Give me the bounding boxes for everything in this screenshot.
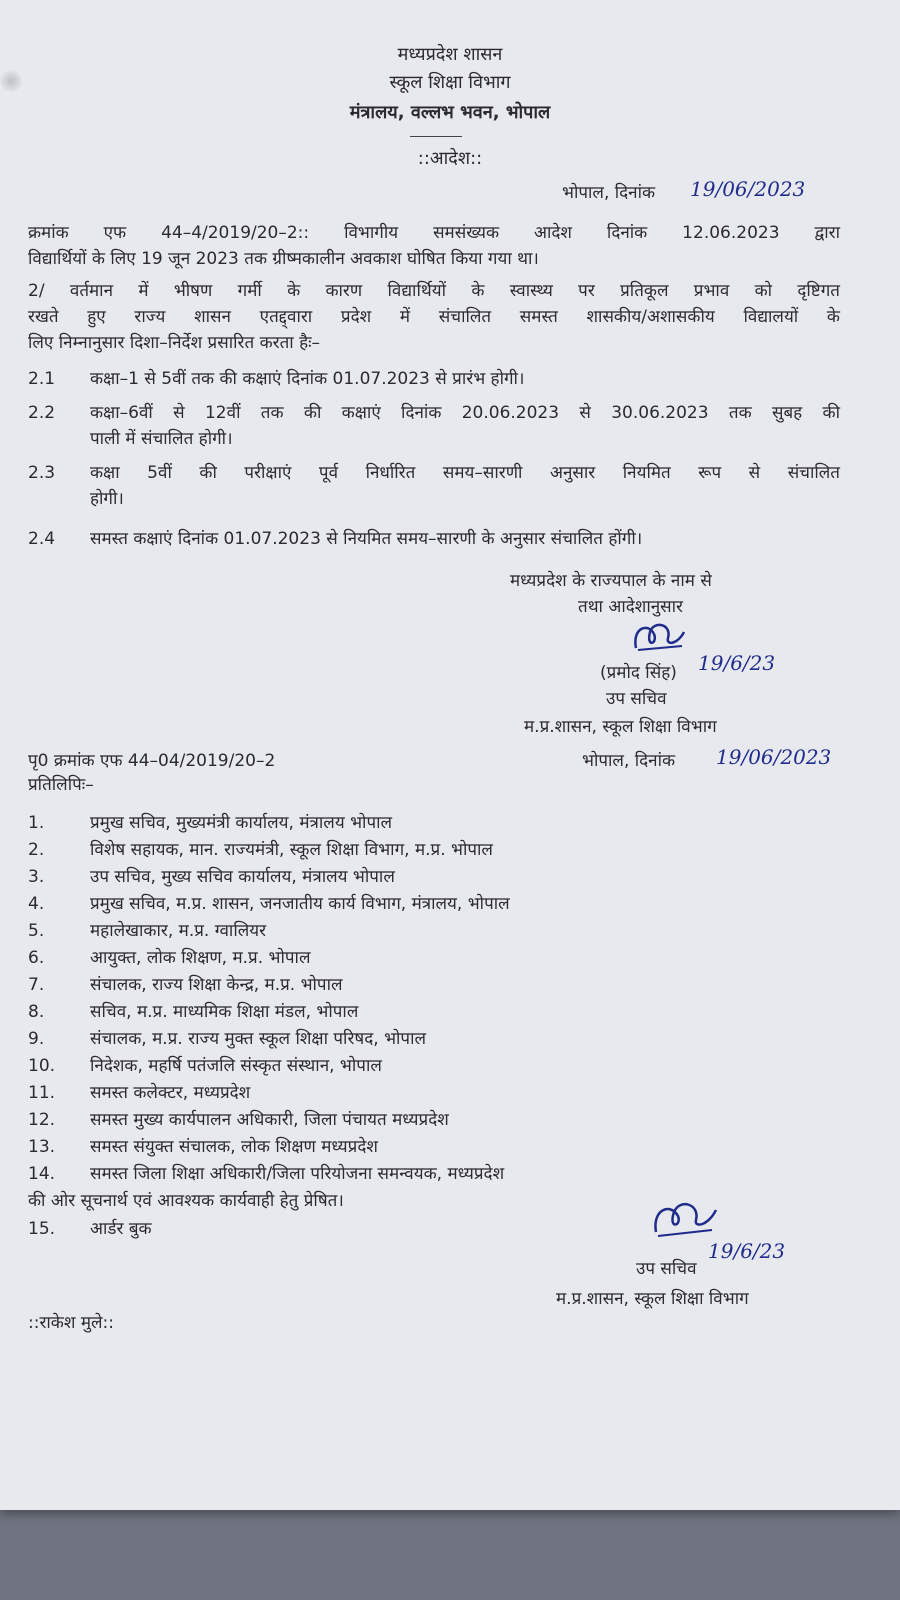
point-number: 2.3 xyxy=(28,463,56,483)
copy-recipient: निदेशक, महर्षि पतंजलि संस्कृत संस्थान, भोपाल xyxy=(90,1056,382,1076)
header-address: मंत्रालय, वल्लभ भवन, भोपाल xyxy=(349,102,551,123)
copy-number: 5. xyxy=(28,921,45,941)
endorsement-ref: पृ0 क्रमांक एफ 44–04/2019/20–2 xyxy=(28,751,276,771)
copy-recipient: समस्त जिला शिक्षा अधिकारी/जिला परियोजना समन्वयक, मध्यप्रदेश xyxy=(90,1164,505,1184)
signature-scribble xyxy=(628,618,688,660)
copy-number: 4. xyxy=(28,894,45,914)
copy-number: 14. xyxy=(28,1164,56,1184)
signatory-designation: उप सचिव xyxy=(606,689,667,709)
point-number: 2.1 xyxy=(28,369,56,389)
copy-number: 12. xyxy=(28,1110,56,1130)
governor-authority: मध्यप्रदेश के राज्यपाल के नाम से xyxy=(510,571,712,591)
point-text-cont: होगी। xyxy=(90,489,124,509)
point-number: 2.2 xyxy=(28,403,56,423)
copy-number: 11. xyxy=(28,1083,56,1103)
order-authority: तथा आदेशानुसार xyxy=(578,597,684,617)
copy-number: 2. xyxy=(28,840,45,860)
point-text: कक्षा–6वीं से 12वीं तक की कक्षाएं दिनांक 20.06.2023 से 30.06.2023 तक सुबह की xyxy=(90,403,840,423)
copy-number: 15. xyxy=(28,1219,56,1239)
copy-number: 10. xyxy=(28,1056,56,1076)
endorsement-hand-date: 19/06/2023 xyxy=(716,745,832,769)
copy-number: 1. xyxy=(28,813,45,833)
point-number: 2.4 xyxy=(28,529,56,549)
endorsement-date-label: भोपाल, दिनांक xyxy=(582,751,676,771)
copy-label: प्रतिलिपिः– xyxy=(28,775,94,795)
header-govt: मध्यप्रदेश शासन xyxy=(397,44,503,65)
point-text: कक्षा–1 से 5वीं तक की कक्षाएं दिनांक 01.07.2023 से प्रारंभ होगी। xyxy=(90,369,525,389)
signatory-department: म.प्र.शासन, स्कूल शिक्षा विभाग xyxy=(556,1289,749,1309)
copy-recipient: समस्त संयुक्त संचालक, लोक शिक्षण मध्यप्रदेश xyxy=(90,1137,378,1157)
signatory-designation: उप सचिव xyxy=(636,1259,697,1279)
copy-recipient: प्रमुख सचिव, म.प्र. शासन, जनजातीय कार्य विभाग, मंत्रालय, भोपाल xyxy=(90,894,510,914)
signatory-department: म.प्र.शासन, स्कूल शिक्षा विभाग xyxy=(524,717,717,737)
copy-recipient: महालेखाकार, म.प्र. ग्वालियर xyxy=(90,921,267,941)
copy-recipient: प्रमुख सचिव, मुख्यमंत्री कार्यालय, मंत्रालय भोपाल xyxy=(90,813,393,833)
para2-line-1: 2/ वर्तमान में भीषण गर्मी के कारण विद्यार्थियों के स्वास्थ्य पर प्रतिकूल प्रभाव को दृष्टिगत xyxy=(28,281,840,301)
point-text: कक्षा 5वीं की परीक्षाएं पूर्व निर्धारित समय–सारणी अनुसार नियमित रूप से संचालित xyxy=(90,463,840,483)
copy-recipient: समस्त मुख्य कार्यपालन अधिकारी, जिला पंचायत मध्यप्रदेश xyxy=(90,1110,449,1130)
copy-recipient: आयुक्त, लोक शिक्षण, म.प्र. भोपाल xyxy=(90,948,311,968)
copy-number: 13. xyxy=(28,1137,56,1157)
point-text: समस्त कक्षाएं दिनांक 01.07.2023 से नियमित समय–सारणी के अनुसार संचालित होंगी। xyxy=(90,529,643,549)
copy-number: 7. xyxy=(28,975,45,995)
para2-line-3: लिए निम्नानुसार दिशा–निर्देश प्रसारित करता हैः– xyxy=(28,333,321,353)
copy-recipient: आर्डर बुक xyxy=(90,1219,152,1239)
copy-number: 6. xyxy=(28,948,45,968)
reference-line-2: विद्यार्थियों के लिए 19 जून 2023 तक ग्रीष्मकालीन अवकाश घोषित किया गया था। xyxy=(28,249,539,269)
signatory-name: (प्रमोद सिंह) xyxy=(600,663,677,683)
signature-date: 19/6/23 xyxy=(708,1239,786,1263)
copy-recipient: उप सचिव, मुख्य सचिव कार्यालय, मंत्रालय भोपाल xyxy=(90,867,395,887)
copy-number: 3. xyxy=(28,867,45,887)
typist-initials: ::राकेश मुले:: xyxy=(28,1313,114,1333)
date-label: भोपाल, दिनांक xyxy=(562,183,656,203)
copy-number: 9. xyxy=(28,1029,45,1049)
handwritten-date: 19/06/2023 xyxy=(690,177,806,201)
order-title: ::आदेश:: xyxy=(417,148,483,169)
copy-recipient: संचालक, म.प्र. राज्य मुक्त स्कूल शिक्षा परिषद, भोपाल xyxy=(90,1029,427,1049)
header-department: स्कूल शिक्षा विभाग xyxy=(389,72,511,93)
copy-number: 8. xyxy=(28,1002,45,1022)
copy-recipient: सचिव, म.प्र. माध्यमिक शिक्षा मंडल, भोपाल xyxy=(90,1002,359,1022)
signature-date: 19/6/23 xyxy=(698,651,776,675)
forward-note: की ओर सूचनार्थ एवं आवश्यक कार्यवाही हेतु प्रेषित। xyxy=(28,1191,344,1211)
para2-line-2: रखते हुए राज्य शासन एतद्द्वारा प्रदेश में संचालित समस्त शासकीय/अशासकीय विद्यालयों के xyxy=(28,307,840,327)
copy-recipient: विशेष सहायक, मान. राज्यमंत्री, स्कूल शिक्षा विभाग, म.प्र. भोपाल xyxy=(90,840,493,860)
copy-recipient: समस्त कलेक्टर, मध्यप्रदेश xyxy=(90,1083,251,1103)
point-text-cont: पाली में संचालित होगी। xyxy=(90,429,233,449)
header-divider xyxy=(410,136,462,137)
reference-line-1: क्रमांक एफ 44–4/2019/20–2:: विभागीय समसंख्यक आदेश दिनांक 12.06.2023 द्वारा xyxy=(28,223,840,243)
copy-recipient: संचालक, राज्य शिक्षा केन्द्र, म.प्र. भोपाल xyxy=(90,975,343,995)
